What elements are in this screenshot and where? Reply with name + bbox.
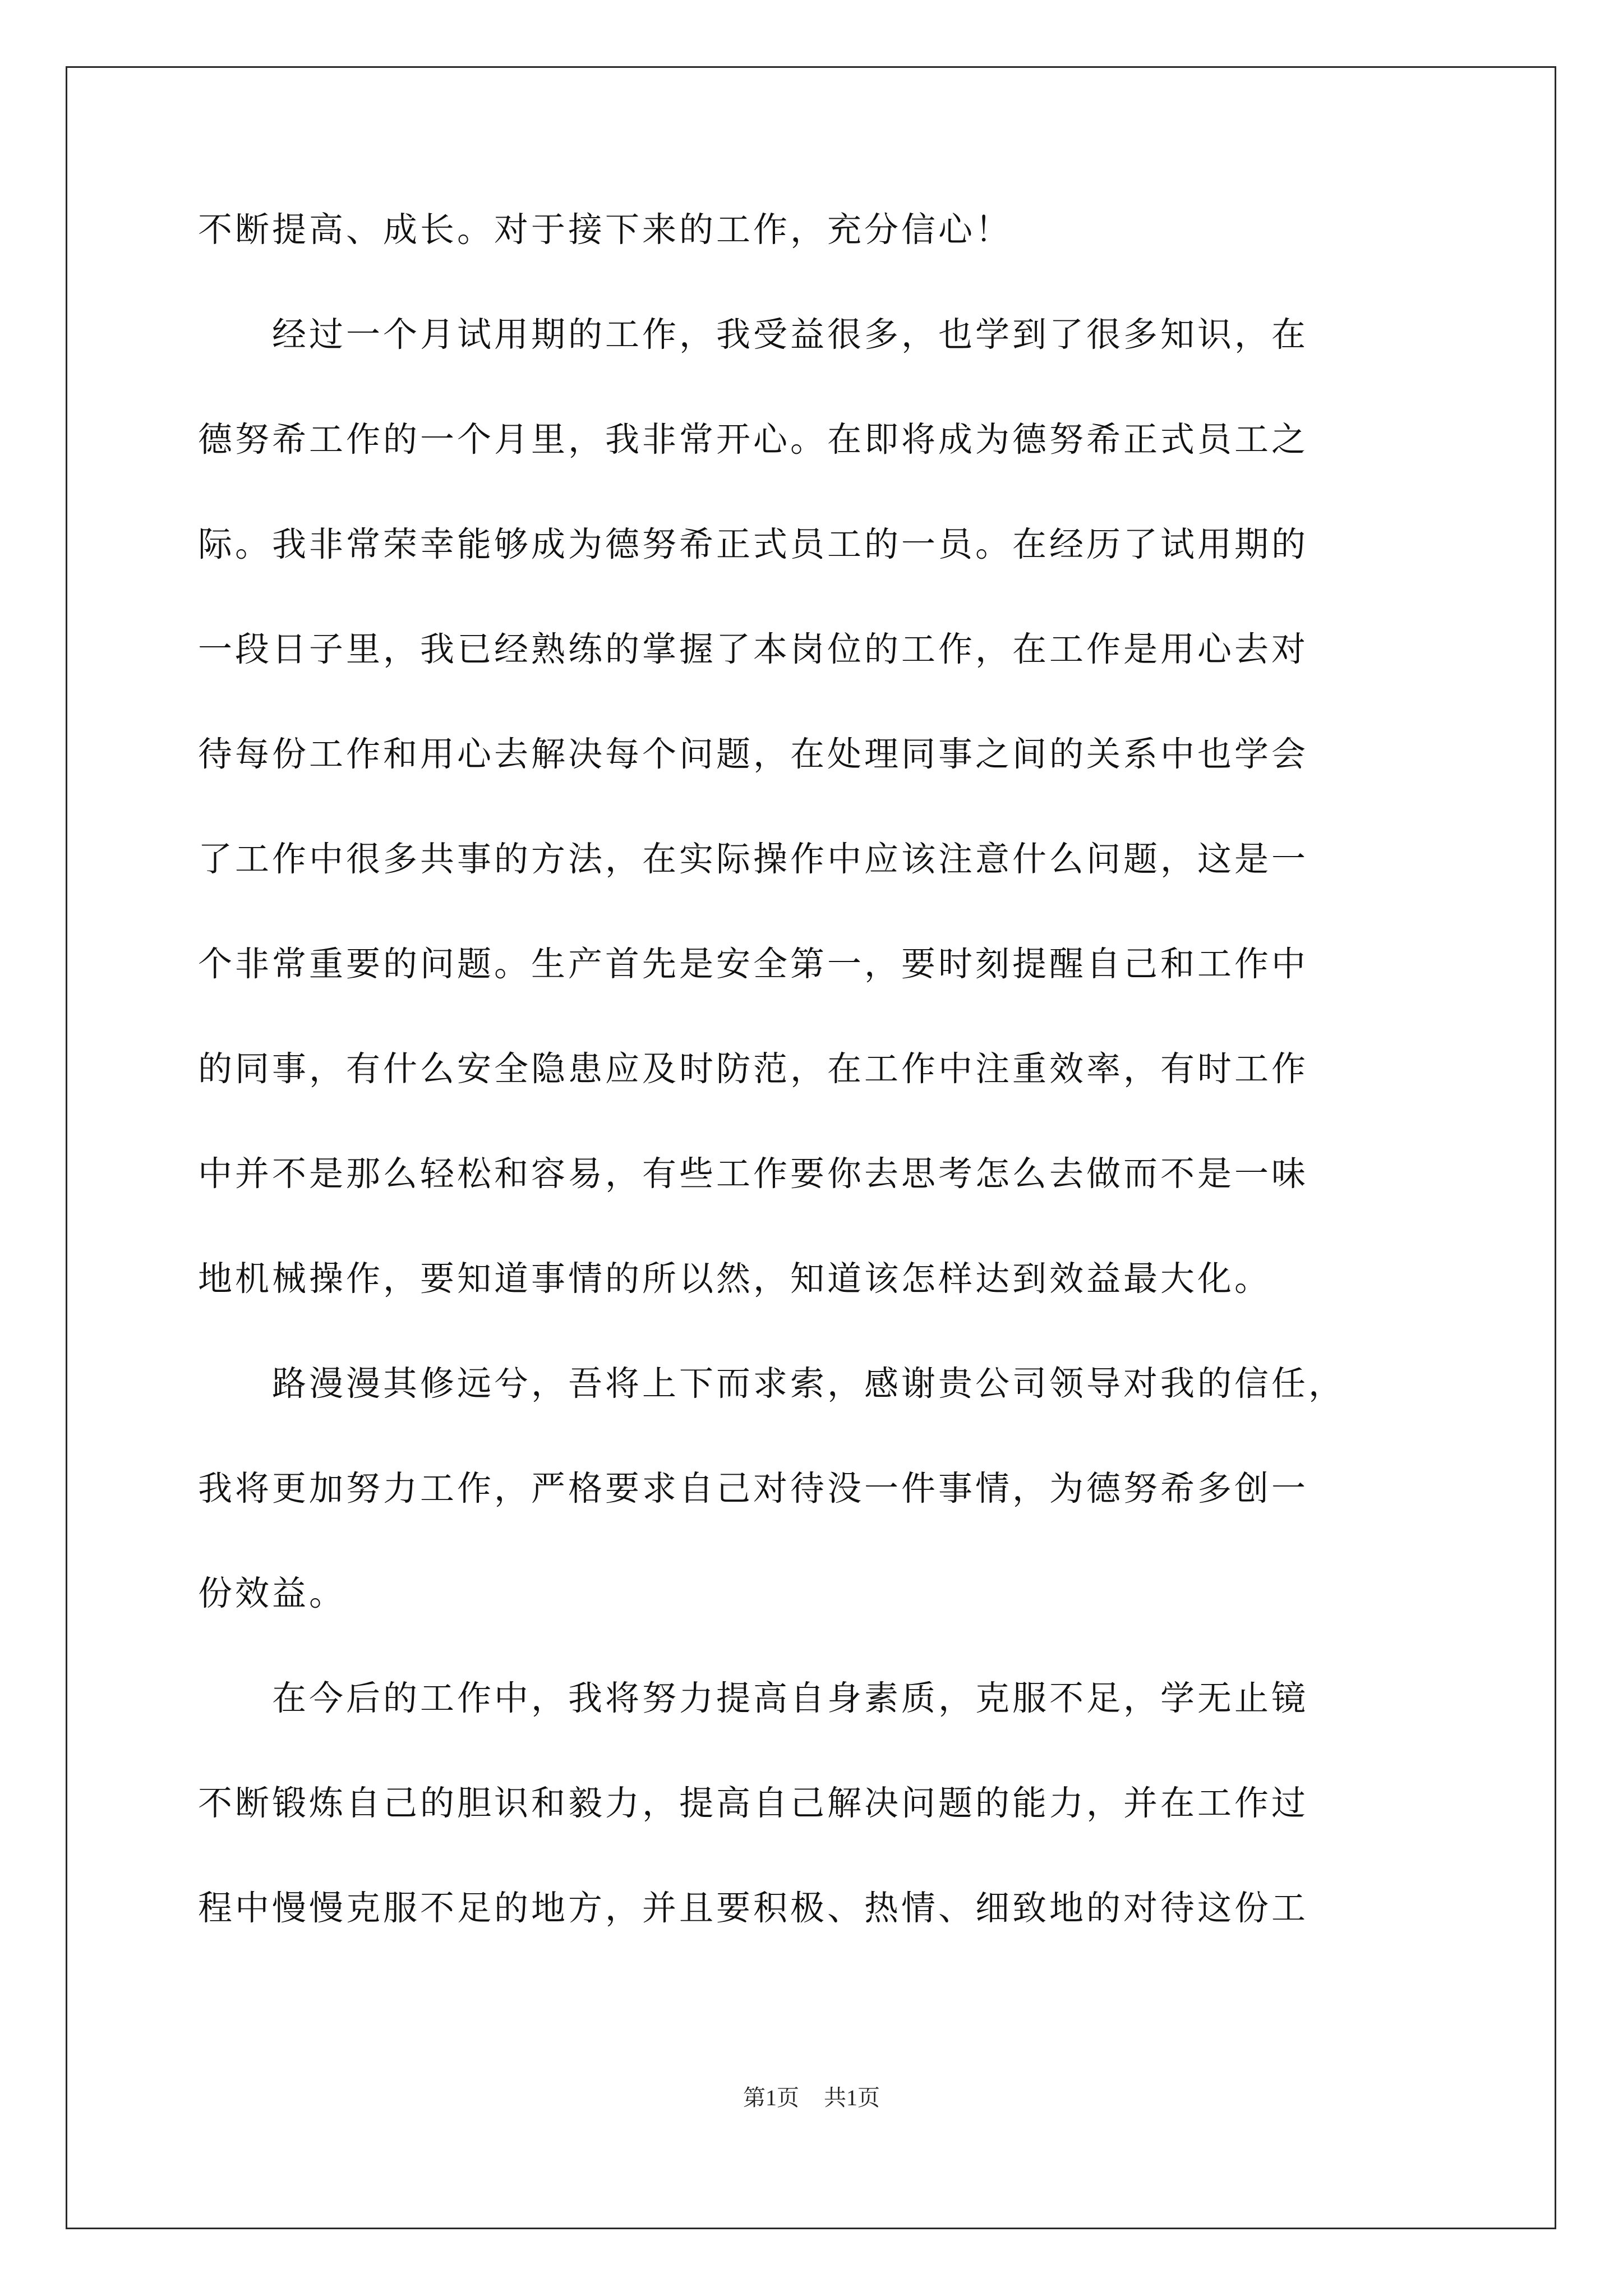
text-line: 不断锻炼自己的胆识和毅力，提高自己解决问题的能力，并在工作过 [198,1783,1309,1823]
text-line: 了工作中很多共事的方法，在实际操作中应该注意什么问题，这是一 [198,839,1309,879]
text-line: 我将更加努力工作，严格要求自己对待没一件事情，为德努希多创一 [198,1469,1309,1508]
text-line: 路漫漫其修远兮，吾将上下而求索，感谢贵公司领导对我的信任， [198,1364,1346,1404]
text-line: 的同事，有什么安全隐患应及时防范，在工作中注重效率，有时工作 [198,1049,1309,1089]
text-line: 个非常重要的问题。生产首先是安全第一，要时刻提醒自己和工作中 [198,944,1309,984]
page-footer [0,2084,1623,2112]
text-line: 在今后的工作中，我将努力提高自身素质，克服不足，学无止镜 [198,1678,1309,1718]
text-line: 份效益。 [198,1573,347,1613]
text-line: 经过一个月试用期的工作，我受益很多，也学到了很多知识，在 [198,315,1309,355]
page-total: 共1页 [824,2085,880,2110]
text-line: 中并不是那么轻松和容易，有些工作要你去思考怎么去做而不是一味 [198,1154,1309,1194]
text-line: 地机械操作，要知道事情的所以然，知道该怎样达到效益最大化。 [198,1259,1272,1299]
text-line: 德努希工作的一个月里，我非常开心。在即将成为德努希正式员工之 [198,420,1309,459]
page-number: 第1页 [743,2085,799,2110]
text-line: 一段日子里，我已经熟练的掌握了本岗位的工作，在工作是用心去对 [198,629,1309,669]
text-line: 不断提高、成长。对于接下来的工作，充分信心！ [198,210,1013,250]
text-line: 际。我非常荣幸能够成为德努希正式员工的一员。在经历了试用期的 [198,524,1309,564]
text-line: 待每份工作和用心去解决每个问题，在处理同事之间的关系中也学会 [198,734,1309,774]
text-line: 程中慢慢克服不足的地方，并且要积极、热情、细致地的对待这份工 [198,1888,1309,1928]
